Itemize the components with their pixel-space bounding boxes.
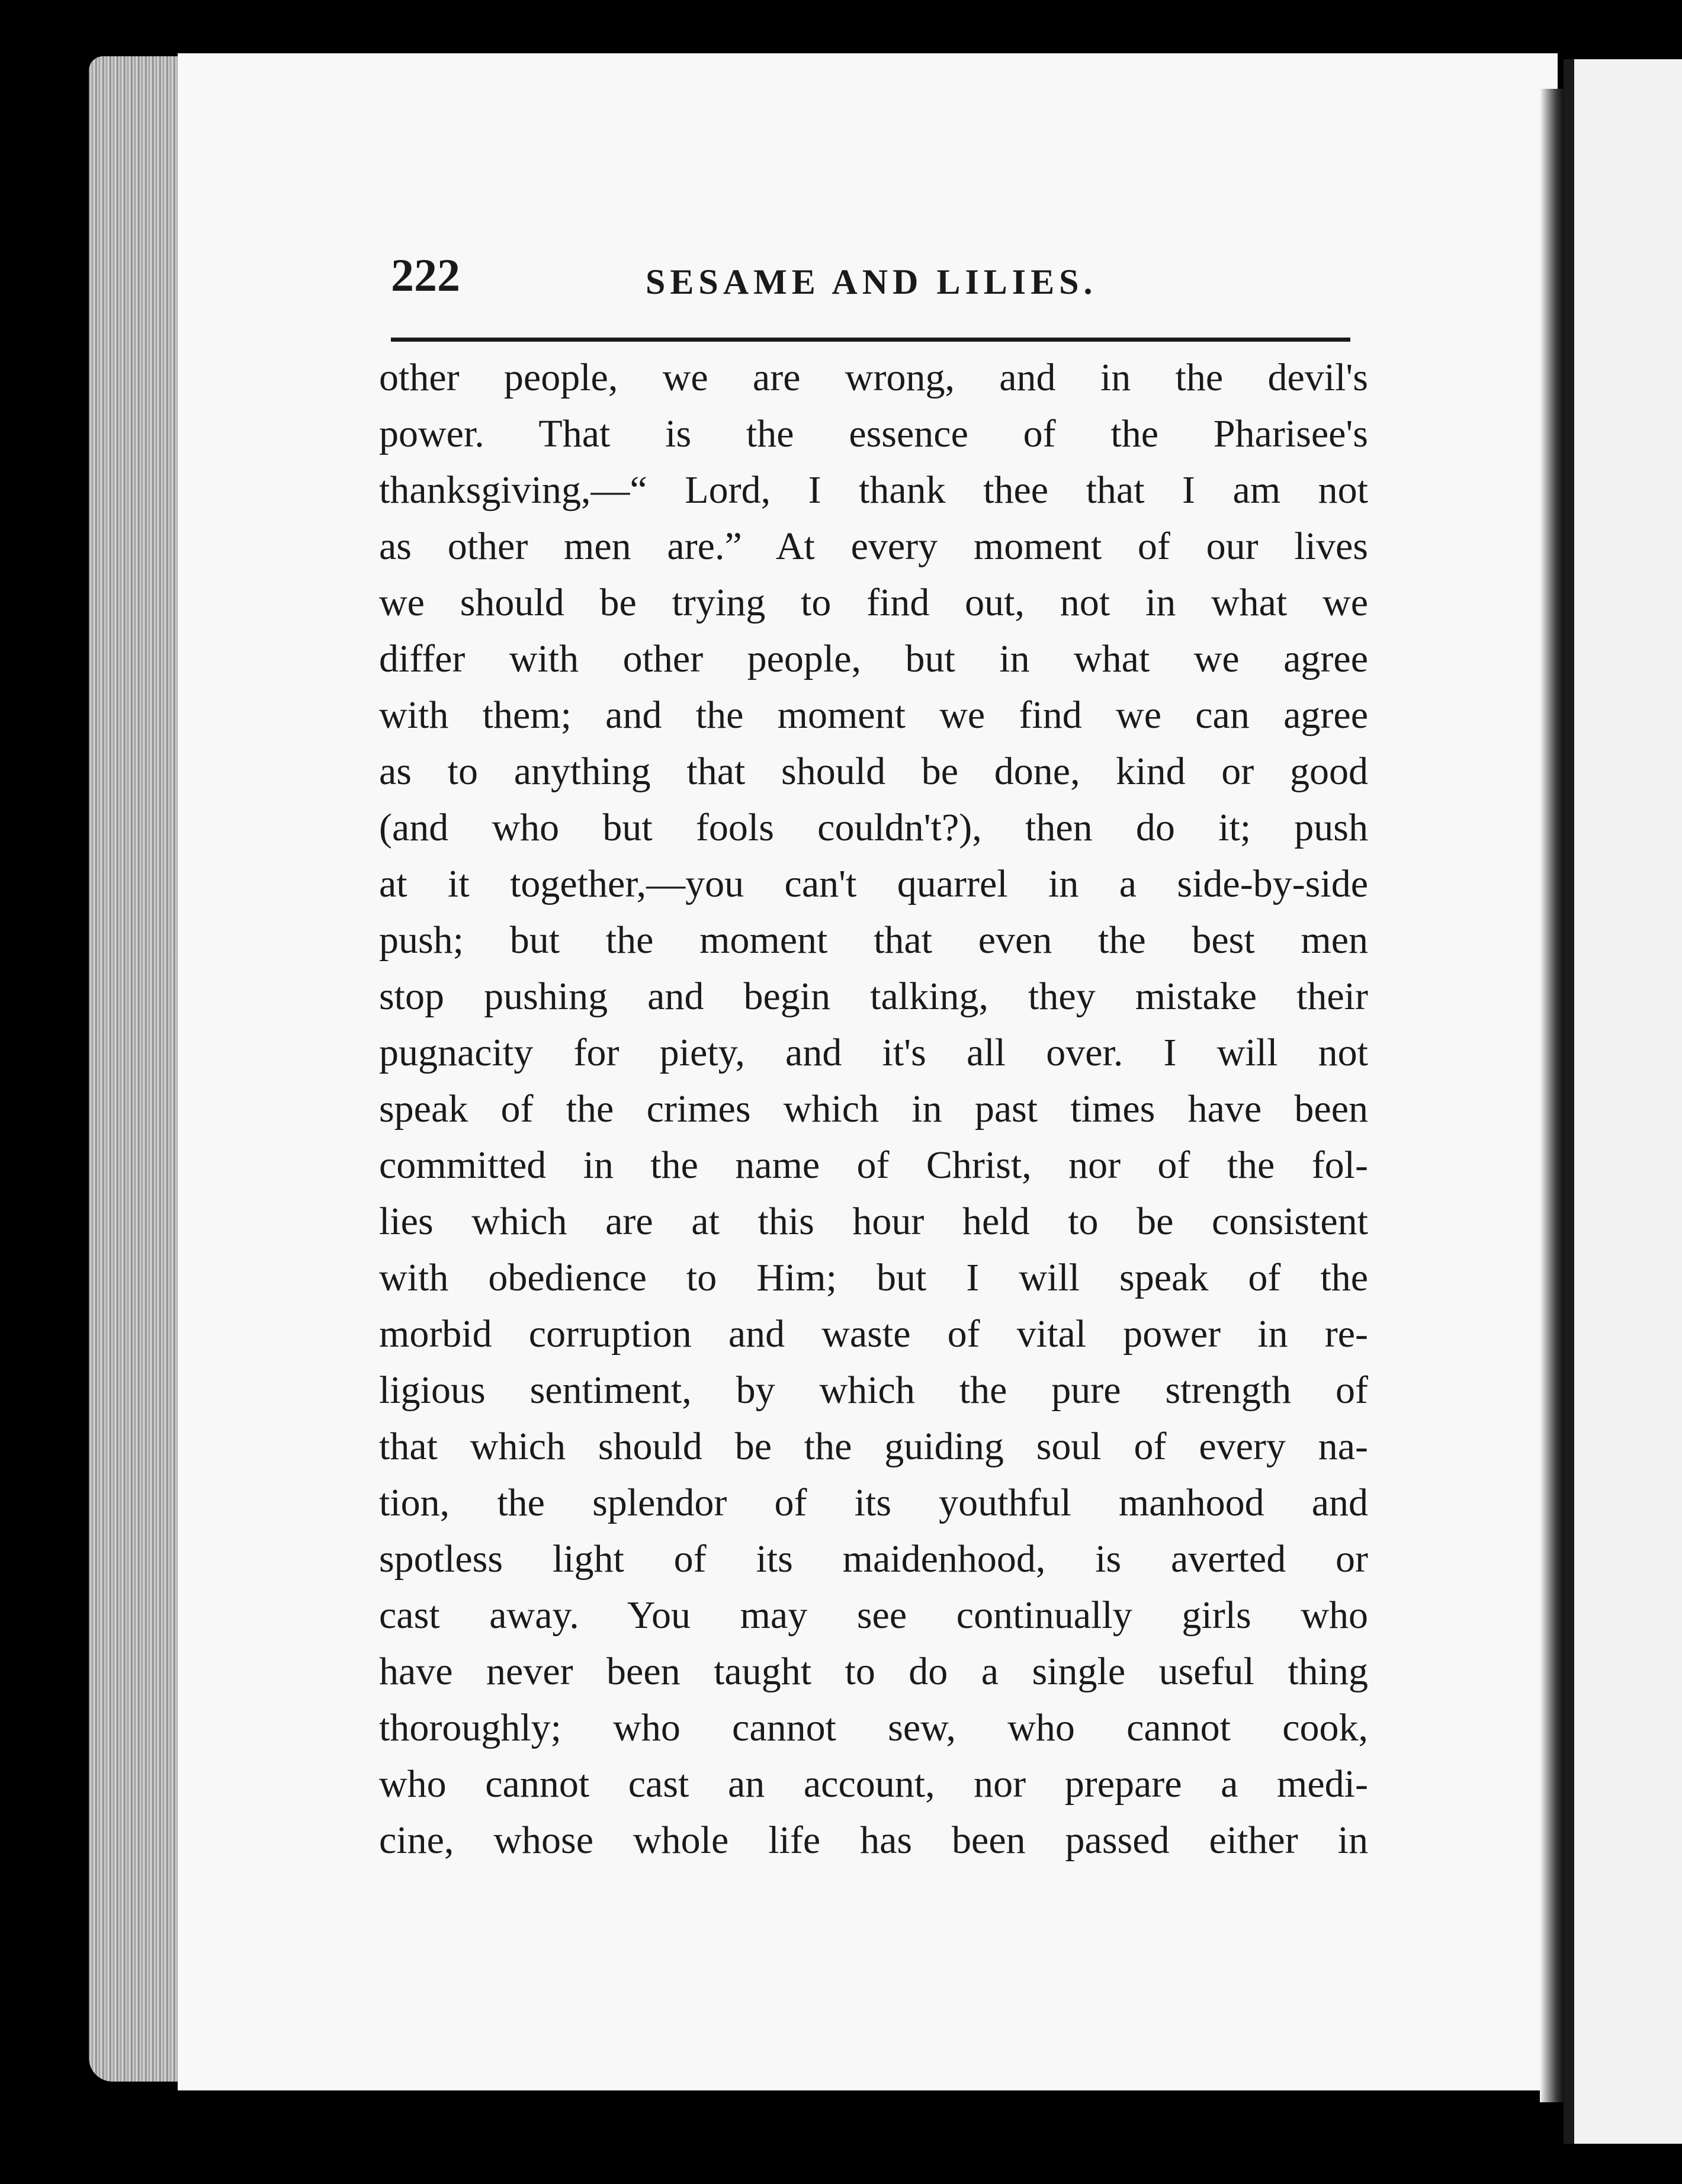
gutter-shadow [1540, 89, 1564, 2102]
text-line: pugnacity for piety, and it's all over. I will not [379, 1031, 1368, 1074]
text-line: cine, whose whole life has been passed either in [379, 1819, 1368, 1862]
text-line: stop pushing and begin talking, they mistake their [379, 975, 1368, 1018]
text-line: speak of the crimes which in past times have been [379, 1087, 1368, 1130]
text-line: have never been taught to do a single useful thing [379, 1650, 1368, 1693]
text-line: push; but the moment that even the best men [379, 918, 1368, 962]
text-line: other people, we are wrong, and in the devil's [379, 356, 1368, 399]
running-head: SESAME AND LILIES. [646, 262, 1097, 301]
page-edges [89, 56, 190, 2082]
header-rule [391, 338, 1350, 342]
body-text [379, 349, 1368, 1868]
text-line: committed in the name of Christ, nor of the fol- [379, 1144, 1368, 1187]
text-line: at it together,—you can't quarrel in a side-by-side [379, 862, 1368, 905]
text-line: that which should be the guiding soul of every na- [379, 1425, 1368, 1468]
text-line: spotless light of its maidenhood, is averted or [379, 1537, 1368, 1581]
text-line: with obedience to Him; but I will speak of the [379, 1256, 1368, 1299]
text-line: we should be trying to find out, not in what we [379, 581, 1368, 624]
text-line: differ with other people, but in what we agree [379, 637, 1368, 680]
facing-page-edge [1564, 59, 1682, 2144]
text-line: with them; and the moment we find we can agree [379, 693, 1368, 737]
page-header [391, 249, 1368, 320]
text-line: thanksgiving,—“ Lord, I thank thee that I am not [379, 468, 1368, 512]
text-line: lies which are at this hour held to be consistent [379, 1200, 1368, 1243]
text-line: tion, the splendor of its youthful manhood and [379, 1481, 1368, 1524]
text-line: ligious sentiment, by which the pure strength of [379, 1369, 1368, 1412]
text-line: cast away. You may see continually girls who [379, 1594, 1368, 1637]
text-line: who cannot cast an account, nor prepare a medi- [379, 1762, 1368, 1806]
text-line: morbid corruption and waste of vital power in re- [379, 1312, 1368, 1356]
text-line: thoroughly; who cannot sew, who cannot cook, [379, 1706, 1368, 1749]
text-line: (and who but fools couldn't?), then do it; push [379, 806, 1368, 849]
text-line: power. That is the essence of the Pharisee's [379, 412, 1368, 455]
text-line: as to anything that should be done, kind or good [379, 750, 1368, 793]
page-number: 222 [391, 249, 460, 301]
text-line: as other men are.” At every moment of our lives [379, 525, 1368, 568]
